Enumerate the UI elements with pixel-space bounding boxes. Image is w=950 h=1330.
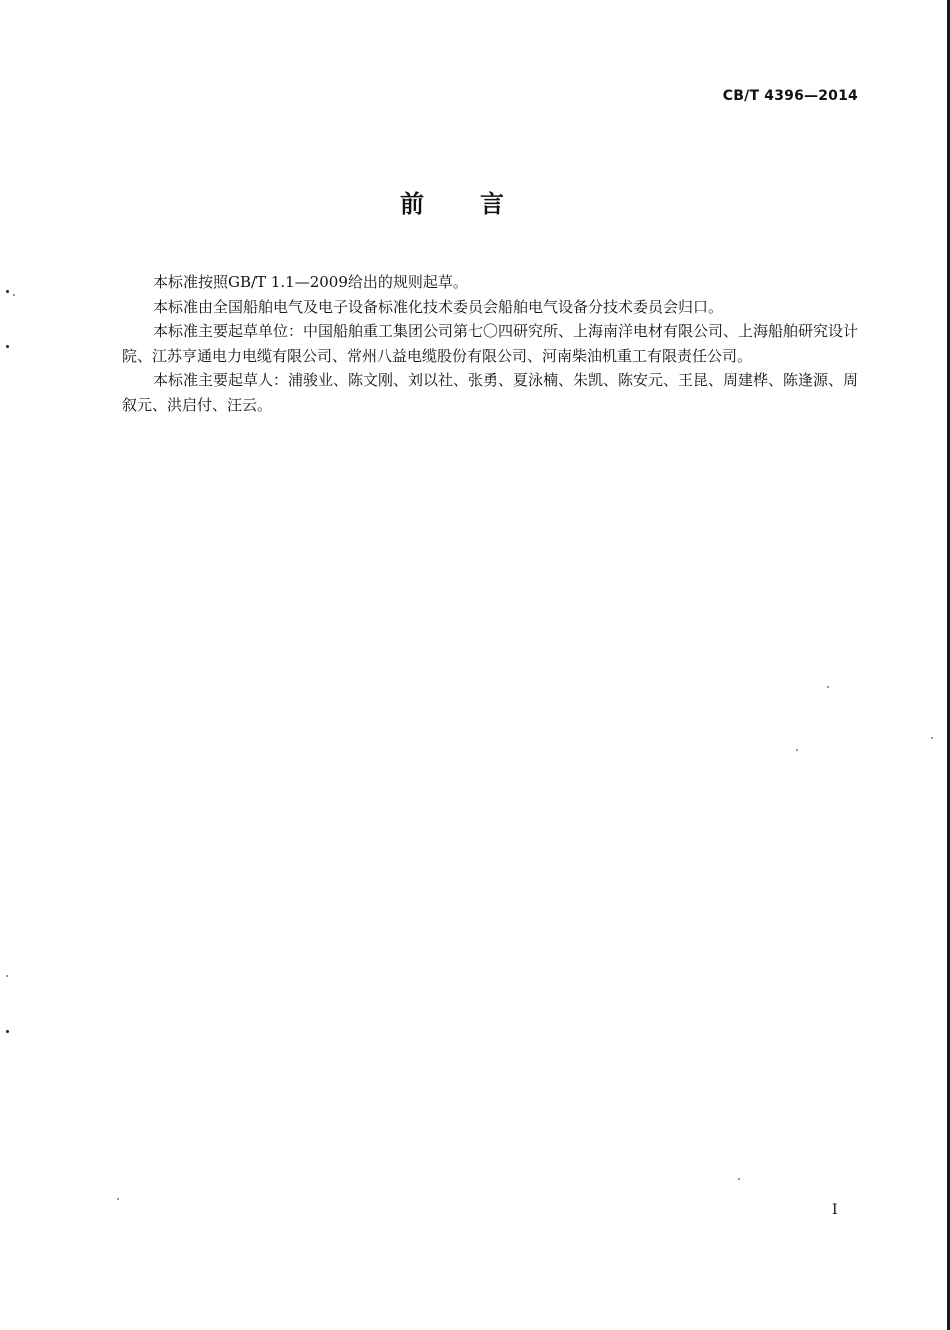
- scan-speck: [117, 1198, 119, 1200]
- paragraph-drafting-rules: 本标准按照GB/T 1.1—2009给出的规则起草。: [153, 273, 468, 291]
- scan-speck: [931, 737, 933, 739]
- page-number: I: [832, 1202, 838, 1218]
- page-title: 前言: [400, 190, 560, 218]
- scan-speck: [13, 294, 15, 296]
- scan-speck: [6, 1030, 9, 1033]
- paragraph-committee: 本标准由全国船舶电气及电子设备标准化技术委员会船舶电气设备分技术委员会归口。: [153, 297, 724, 316]
- scan-speck: [827, 686, 829, 688]
- scan-speck: [6, 975, 8, 977]
- paragraph-drafting-units: 本标准主要起草单位：中国船舶重工集团公司第七〇四研究所、上海南洋电材有限公司、上海船舶研究设计院、江苏亨通电力电缆有限公司、常州八益电缆股份有限公司、河南柴油机重工有限责任公司。: [122, 322, 859, 365]
- scan-speck: [796, 749, 798, 751]
- standard-code: CB/T 4396—2014: [722, 88, 858, 104]
- paragraph-drafters: 本标准主要起草人：浦骏业、陈文刚、刘以社、张勇、夏泳楠、朱凯、陈安元、王昆、周建桦、陈逢源、周叙元、洪启付、汪云。: [122, 371, 859, 414]
- scan-speck: [6, 345, 9, 348]
- scan-speck: [6, 290, 9, 293]
- scan-speck: [738, 1178, 740, 1180]
- foreword-body: [122, 270, 858, 417]
